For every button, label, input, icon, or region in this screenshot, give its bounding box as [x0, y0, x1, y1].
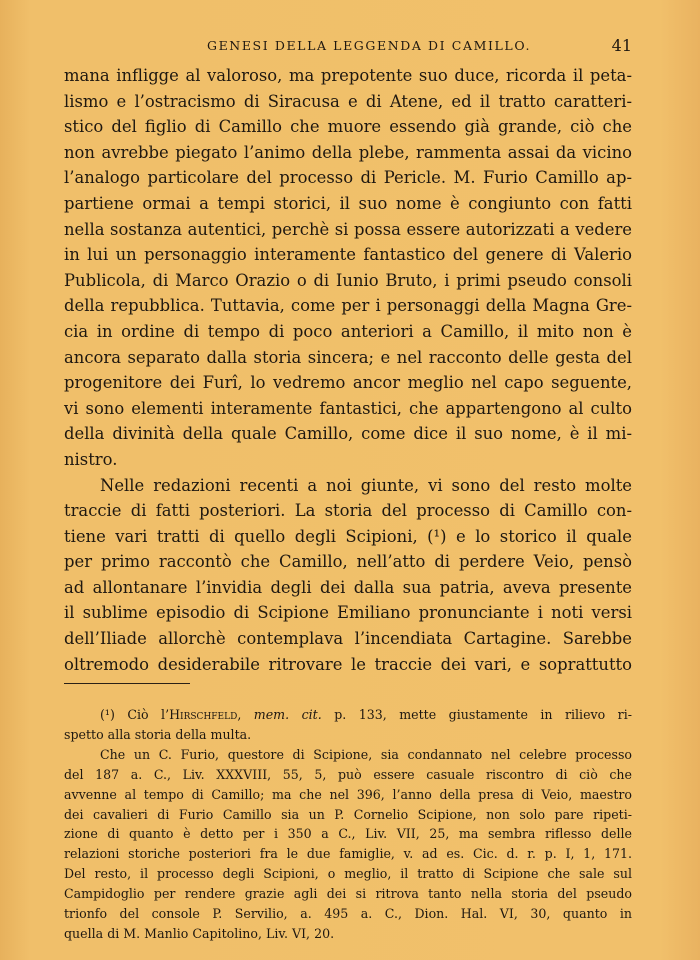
- text-line: dell’Iliade allorchè contemplava l’incendiata Cartagine. Sarebbe: [64, 629, 632, 649]
- text-line: ad allontanare l’invidia degli dei dalla sua patria, aveva presente: [64, 577, 632, 597]
- paragraph-1: [64, 63, 632, 473]
- footnote-line: avvenne al tempo di Camillo; ma che nel 396, l’anno della presa di Veio, maestro: [64, 786, 632, 802]
- page-header: [64, 36, 632, 56]
- text-line: per primo raccontò che Camillo, nell’atto di perdere Veio, pensò: [64, 552, 632, 572]
- citation: mem. cit.: [253, 707, 322, 722]
- text-line: progenitore dei Furî, lo vedremo ancor meglio nel capo seguente,: [64, 373, 632, 393]
- footnotes: [64, 705, 632, 944]
- footnote-text: p. 133, mette giustamente in rilievo ri-: [321, 707, 632, 722]
- running-title: GENESI DELLA LEGGENDA DI CAMILLO.: [206, 38, 532, 53]
- text-line: l’analogo particolare del processo di Pericle. M. Furio Camillo ap-: [64, 168, 632, 188]
- text-line: in lui un personaggio interamente fantastico del genere di Valerio: [64, 245, 632, 265]
- page-number: 41: [611, 36, 632, 55]
- footnote-text: (¹) Ciò l’: [100, 707, 170, 722]
- footnote-line: zione di quanto è detto per i 350 a C., Liv. VII, 25, ma sembra riflesso delle: [64, 826, 632, 842]
- text-line: mana infligge al valoroso, ma prepotente suo duce, ricorda il peta-: [64, 66, 632, 85]
- footnote-line: Del resto, il processo degli Scipioni, o meglio, il tratto di Scipione che sale sul: [64, 866, 632, 882]
- footnote-line: Che un C. Furio, questore di Scipione, sia condannato nel celebre processo: [100, 746, 632, 762]
- footnote-divider: [64, 683, 190, 684]
- text-line: lismo e l’ostracismo di Siracusa e di Atene, ed il tratto caratteri-: [64, 91, 632, 111]
- footnote-line: del 187 a. C., Liv. XXXVIII, 55, 5, può essere casuale riscontro di ciò che: [64, 766, 632, 782]
- author-name: Hirschfeld: [169, 707, 238, 722]
- text-line: traccie di fatti posteriori. La storia del processo di Camillo con-: [64, 501, 632, 521]
- footnote-line: relazioni storiche posteriori fra le due famiglie, v. ad es. Cic. d. r. p. I, 1, 171.: [64, 846, 632, 862]
- text-line: ancora separato dalla storia sincera; e nel racconto delle gesta del: [64, 347, 632, 367]
- main-text: [64, 63, 632, 677]
- text-line: il sublime episodio di Scipione Emiliano pronunciante i noti versi: [64, 603, 632, 623]
- text-line: della divinità della quale Camillo, come dice il suo nome, è il mi-: [64, 424, 632, 444]
- footnote-line: spetto alla storia della multa.: [64, 726, 252, 742]
- text-line: tiene vari tratti di quello degli Scipioni, (¹) e lo storico il quale: [64, 526, 632, 546]
- footnote-line: Campidoglio per rendere grazie agli dei si ritrova tanto nella storia del pseudo: [64, 886, 632, 902]
- text-line: cia in ordine di tempo di poco anteriori a Camillo, il mito non è: [64, 321, 632, 341]
- text-line: Nelle redazioni recenti a noi giunte, vi sono del resto molte: [100, 475, 632, 495]
- text-line: della repubblica. Tuttavia, come per i personaggi della Magna Gre-: [64, 296, 632, 316]
- footnote-text: ,: [237, 707, 254, 722]
- paragraph-2: [64, 473, 632, 678]
- text-line: Publicola, di Marco Orazio o di Iunio Bruto, i primi pseudo consoli: [64, 270, 632, 290]
- text-line: nistro.: [64, 449, 118, 469]
- text-line: oltremodo desiderabile ritrovare le traccie dei vari, e soprattutto: [64, 654, 632, 674]
- footnote-line: quella di M. Manlio Capitolino, Liv. VI, 20.: [64, 925, 335, 941]
- text-line: partiene ormai a tempi storici, il suo nome è congiunto con fatti: [64, 193, 632, 213]
- text-line: vi sono elementi interamente fantastici, che appartengono al culto: [64, 398, 632, 418]
- text-line: nella sostanza autentici, perchè si possa essere autorizzati a vedere: [64, 219, 632, 239]
- text-line: stico del figlio di Camillo che muore essendo già grande, ciò che: [64, 117, 632, 137]
- footnote-line: dei cavalieri di Furio Camillo sia un P. Cornelio Scipione, non solo pare ripeti-: [64, 806, 632, 822]
- text-line: non avrebbe piegato l’animo della plebe, rammenta assai da vicino: [64, 142, 632, 162]
- footnote-line: trionfo del console P. Servilio, a. 495 a. C., Dion. Hal. VI, 30, quanto in: [64, 906, 632, 922]
- footnote-1: [64, 705, 632, 725]
